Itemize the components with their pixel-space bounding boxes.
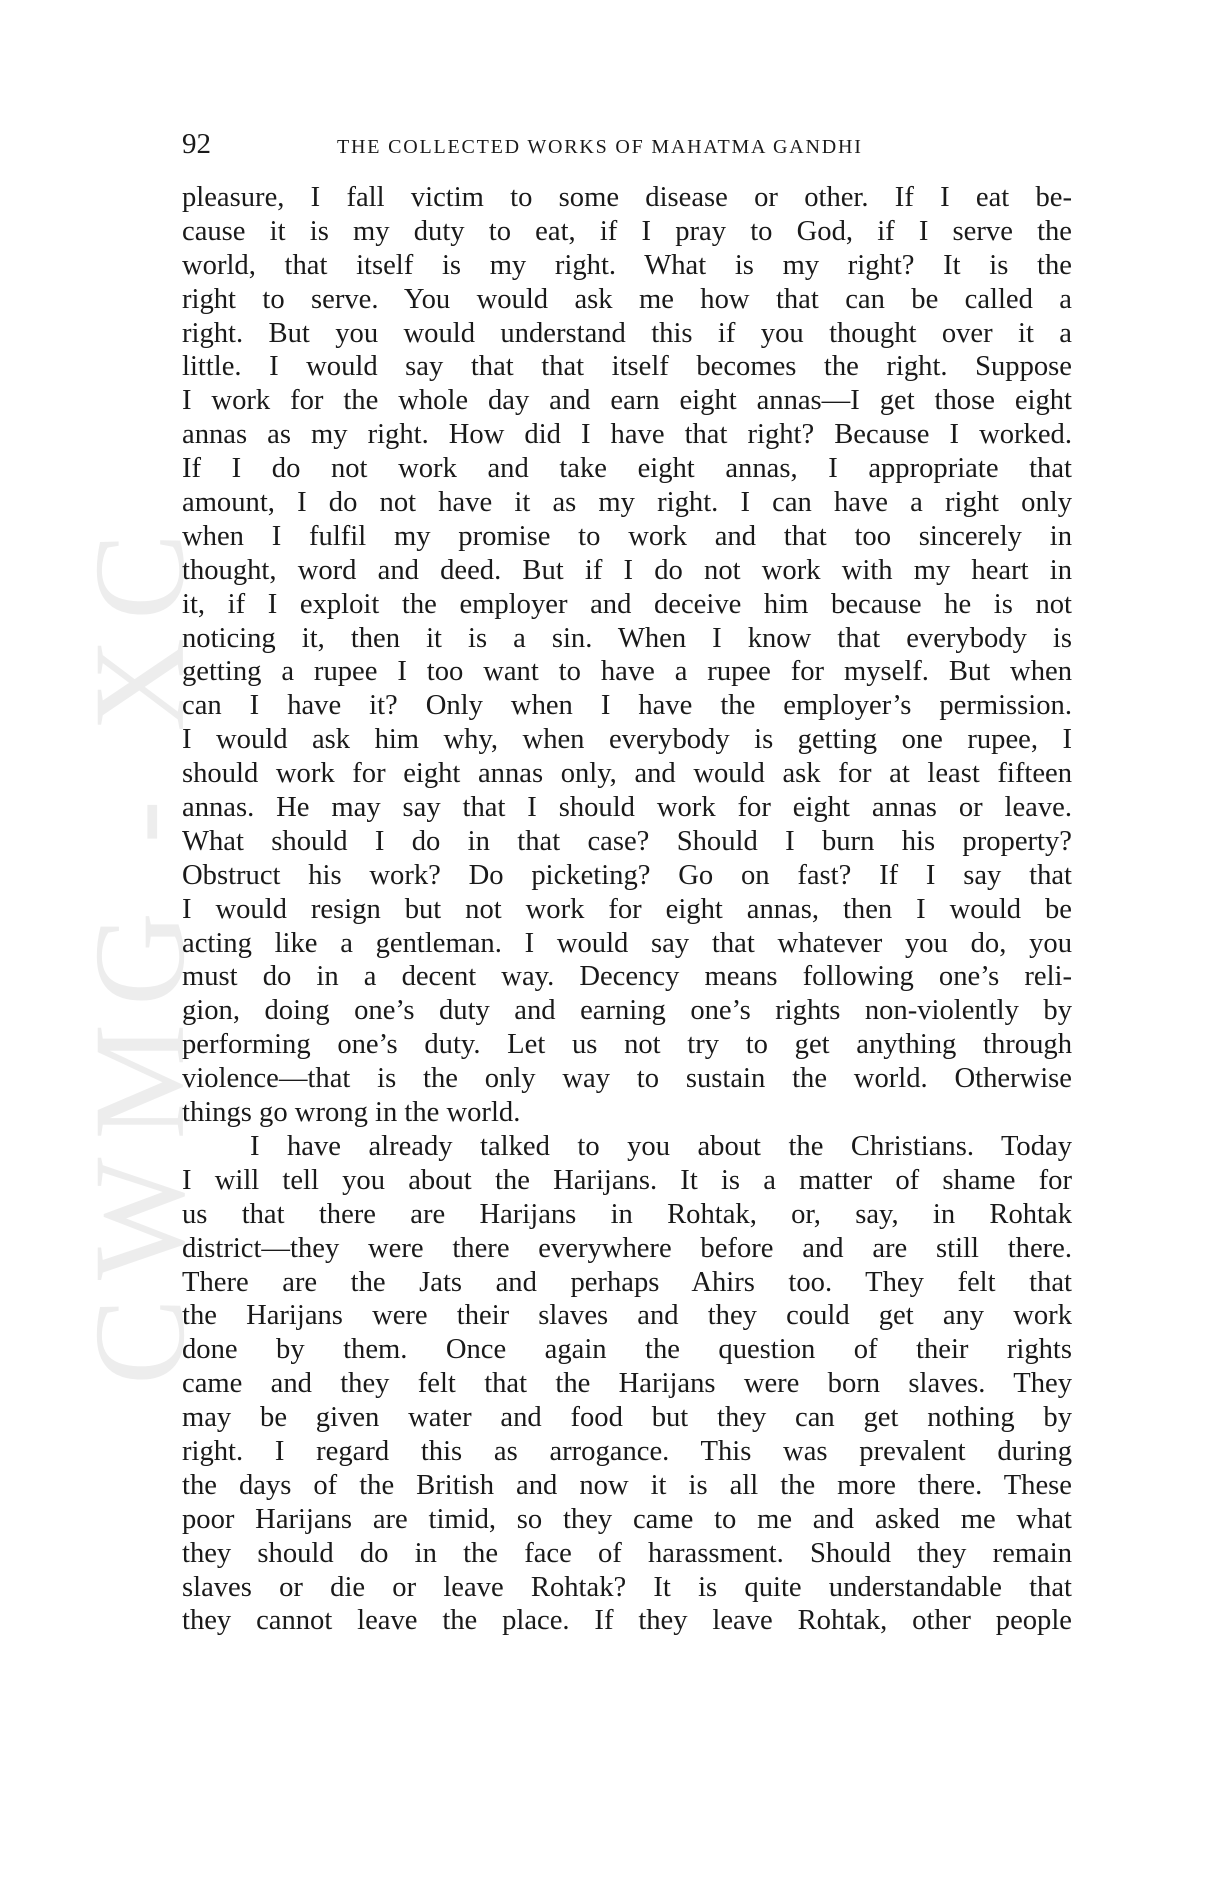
text-line: the days of the British and now it is all the more there. These [182, 1469, 1072, 1501]
text-line: pleasure, I fall victim to some disease or other. If I eat be- [182, 182, 1072, 213]
text-line: us that there are Harijans in Rohtak, or, say, in Rohtak [182, 1198, 1072, 1230]
text-line: If I do not work and take eight annas, I appropriate that [182, 453, 1072, 485]
text-line: annas as my right. How did I have that right? Because I worked. [182, 419, 1072, 451]
text-line: little. I would say that that itself becomes the right. Suppose [182, 351, 1072, 383]
text-line: must do in a decent way. Decency means following one’s reli- [182, 961, 1072, 993]
text-line: Obstruct his work? Do picketing? Go on fast? If I say that [182, 859, 1072, 891]
text-line: right to serve. You would ask me how that can be called a [182, 283, 1072, 315]
text-line: violence—that is the only way to sustain the world. Otherwise [182, 1063, 1072, 1095]
running-title: THE COLLECTED WORKS OF MAHATMA GANDHI [337, 136, 863, 158]
text-line: can I have it? Only when I have the employer’s permission. [182, 690, 1072, 722]
text-line: I would resign but not work for eight annas, then I would be [182, 893, 1072, 925]
text-line: I will tell you about the Harijans. It is a matter of shame for [182, 1164, 1072, 1196]
text-line: I work for the whole day and earn eight annas—I get those eight [182, 385, 1072, 417]
page-number: 92 [182, 128, 211, 160]
text-line: I would ask him why, when everybody is getting one rupee, I [182, 724, 1072, 756]
text-line: should work for eight annas only, and would ask for at least fifteen [182, 758, 1072, 790]
page-header [182, 128, 1072, 168]
text-line: came and they felt that the Harijans were born slaves. They [182, 1368, 1072, 1400]
watermark-text: CWMG - XC [68, 515, 213, 1385]
text-line: acting like a gentleman. I would say that whatever you do, you [182, 927, 1072, 959]
text-line: the Harijans were their slaves and they could get any work [182, 1300, 1072, 1332]
text-line: they should do in the face of harassment. Should they remain [182, 1537, 1072, 1569]
text-line: right. But you would understand this if you thought over it a [182, 317, 1072, 349]
text-line: cause it is my duty to eat, if I pray to God, if I serve the [182, 215, 1072, 247]
text-line: slaves or die or leave Rohtak? It is quite understandable that [182, 1571, 1072, 1603]
text-line: district—they were there everywhere before and are still there. [182, 1232, 1072, 1264]
text-line: performing one’s duty. Let us not try to get anything through [182, 1029, 1072, 1061]
text-line: poor Harijans are timid, so they came to me and asked me what [182, 1503, 1072, 1535]
text-line: getting a rupee I too want to have a rupee for myself. But when [182, 656, 1072, 688]
text-line: annas. He may say that I should work for eight annas or leave. [182, 792, 1072, 824]
text-line: world, that itself is my right. What is my right? It is the [182, 249, 1072, 281]
text-line: they cannot leave the place. If they leave Rohtak, other people [182, 1605, 1072, 1637]
text-line: amount, I do not have it as my right. I can have a right only [182, 487, 1072, 519]
text-line: it, if I exploit the employer and deceive him because he is not [182, 588, 1072, 620]
paragraph-last-line: things go wrong in the world. [182, 1097, 521, 1129]
text-line: done by them. Once again the question of their rights [182, 1334, 1072, 1366]
text-line: gion, doing one’s duty and earning one’s rights non-violently by [182, 995, 1072, 1027]
text-line: thought, word and deed. But if I do not work with my heart in [182, 554, 1072, 586]
paragraph-first-line: I have already talked to you about the Christians. Today [250, 1130, 1072, 1162]
text-line: may be given water and food but they can get nothing by [182, 1402, 1072, 1434]
text-line: right. I regard this as arrogance. This was prevalent during [182, 1435, 1072, 1467]
text-line: noticing it, then it is a sin. When I know that everybody is [182, 622, 1072, 654]
body-text [182, 181, 1072, 1638]
text-line: when I fulfil my promise to work and that too sincerely in [182, 520, 1072, 552]
text-line: There are the Jats and perhaps Ahirs too. They felt that [182, 1266, 1072, 1298]
text-line: What should I do in that case? Should I burn his property? [182, 825, 1072, 857]
